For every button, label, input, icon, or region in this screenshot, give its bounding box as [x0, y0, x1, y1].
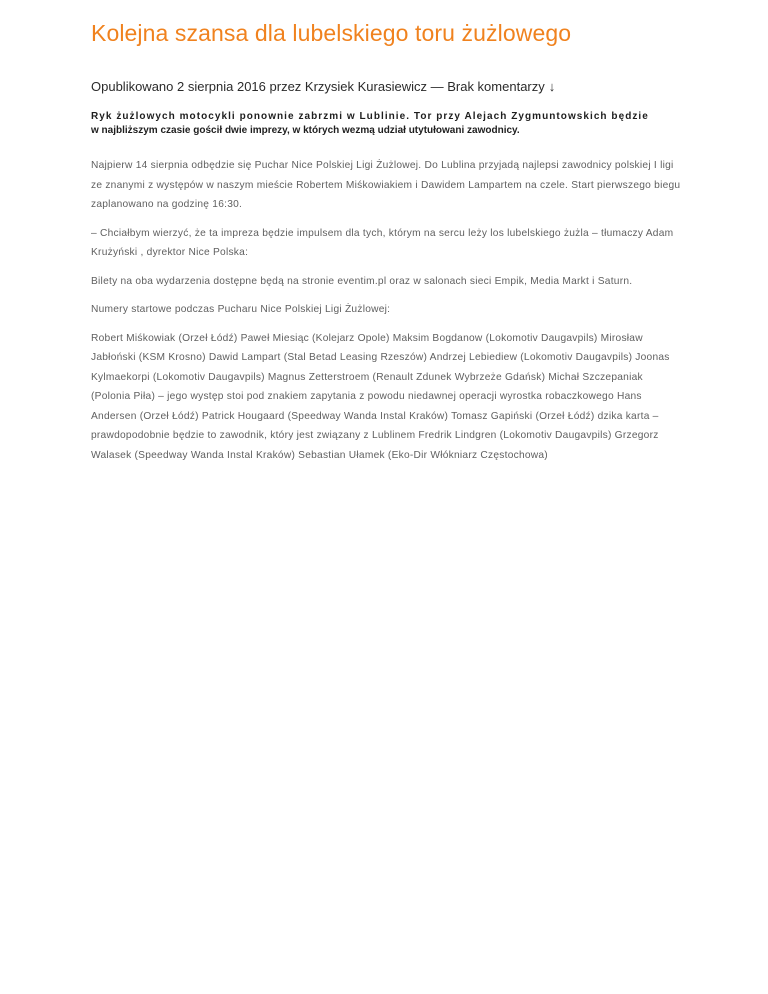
- paragraph-riders-list: Robert Miśkowiak (Orzeł Łódź) Paweł Miesiąc (Kolejarz Opole) Maksim Bogdanow (Lokomotiv Daugavpils) Mirosław Jabłoński (KSM Krosno) Dawid Lampart (Stal Betad Leasing Rzeszów) Andrzej Lebiediew (Lokomotiv Daugavpils) Joonas Kylmaekorpi (Lokomotiv Daugavpils) Magnus Zetterstroem (Renault Zdunek Wybrzeże Gdańsk) Michał Szczepaniak (Polonia Piła) – jego występ stoi pod znakiem zapytania z powodu niedawnej operacji wyrostka robaczkowego Hans Andersen (Orzeł Łódź) Patrick Hougaard (Speedway Wanda Instal Kraków) Tomasz Gapiński (Orzeł Łódź) dzika karta – prawdopodobnie będzie to zawodnik, który jest związany z Lublinem Fredrik Lindgren (Lokomotiv Daugavpils) Grzegorz Walasek (Speedway Wanda Instal Kraków) Sebastian Ułamek (Eko-Dir Włókniarz Częstochowa): [91, 332, 670, 461]
- lead-line-1: Ryk żużlowych motocykli ponownie zabrzmi w Lublinie. Tor przy Alejach Zygmuntowskich będzie: [91, 111, 649, 122]
- article: [91, 18, 681, 465]
- paragraph-tickets: Bilety na oba wydarzenia dostępne będą na stronie eventim.pl oraz w salonach sieci Empik, Media Markt i Saturn.: [91, 275, 633, 287]
- arrow-down-icon[interactable]: ↓: [548, 79, 556, 94]
- article-lead: [91, 110, 681, 138]
- article-title: Kolejna szansa dla lubelskiego toru żużlowego: [91, 20, 572, 46]
- paragraph-start-list-heading: Numery startowe podczas Pucharu Nice Polskiej Ligi Żużlowej:: [91, 304, 391, 315]
- paragraph-quote: – Chciałbym wierzyć, że ta impreza będzie impulsem dla tych, którym na sercu leży los lubelskiego żużla – tłumaczy Adam Krużyński , dyrektor Nice Polska:: [91, 227, 674, 258]
- paragraph-intro: Najpierw 14 sierpnia odbędzie się Puchar Nice Polskiej Ligi Żużlowej. Do Lublina przyjadą najlepsi zawodnicy polskiej I ligi ze znanymi z występów w naszym mieście Robertem Miśkowiakiem i Dawidem Lampartem na czele. Start pierwszego biegu zaplanowano na godzinę 16:30.: [91, 160, 681, 210]
- article-meta: [91, 78, 681, 96]
- lead-line-2: w najbliższym czasie gościł dwie imprezy, w których wezmą udział utytułowani zawodnicy.: [91, 125, 520, 136]
- article-meta-text: Opublikowano 2 sierpnia 2016 przez Krzysiek Kurasiewicz — Brak komentarzy: [91, 79, 545, 94]
